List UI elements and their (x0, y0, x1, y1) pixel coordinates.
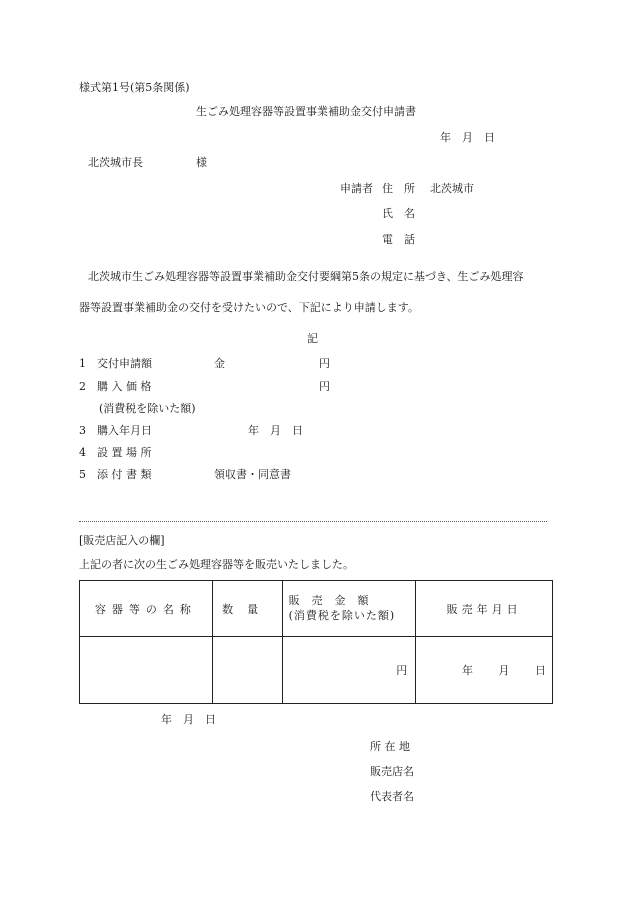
applicant-address-value: 北茨城市 (430, 182, 474, 195)
header-sales-amount-note: (消費税を除いた額) (288, 608, 396, 622)
header-container-name: 容器等の名称 (80, 581, 213, 637)
item-1-prefix: 金 (214, 357, 225, 370)
item-3-number: 3 (79, 424, 86, 437)
cell-quantity (212, 637, 282, 704)
addressee: 北茨城市長 (88, 156, 143, 169)
body-text-line2: 器等設置事業補助金の交付を受けたいので、下記により申請します。 (79, 301, 419, 314)
addressee-honorific: 様 (196, 156, 207, 169)
shop-location-label: 所 在 地 (370, 740, 410, 753)
sales-table (79, 580, 553, 704)
cell-container-name (80, 637, 213, 704)
shop-store-name-label: 販売店名 (370, 765, 414, 778)
item-3-label: 購入年月日 (97, 424, 152, 437)
document-title: 生ごみ処理容器等設置事業補助金交付申請書 (196, 105, 416, 118)
item-5-value: 領収書・同意書 (214, 468, 291, 481)
item-5-label: 添 付 書 類 (97, 468, 152, 481)
cell-sales-amount: 円 (282, 637, 416, 704)
applicant-label: 申請者 (340, 182, 373, 195)
form-number: 様式第1号(第5条関係) (79, 81, 190, 94)
applicant-name-label: 氏 名 (382, 207, 415, 220)
sales-table-row (80, 637, 553, 704)
shop-date: 年 月 日 (161, 713, 216, 726)
item-4-label: 設 置 場 所 (97, 446, 152, 459)
item-2-suffix: 円 (319, 380, 330, 393)
cell-sales-date: 年 月 日 (416, 637, 553, 704)
item-2-label: 購 入 価 格 (97, 380, 152, 393)
header-quantity: 数量 (212, 581, 282, 637)
item-2-note: (消費税を除いた額) (99, 402, 196, 415)
item-1-number: 1 (79, 357, 86, 370)
cut-line-divider (79, 521, 547, 522)
item-2-number: 2 (79, 380, 86, 393)
header-sales-amount-main: 販売金額 (288, 594, 381, 608)
applicant-address-label: 住 所 (382, 182, 415, 195)
application-date: 年 月 日 (440, 131, 495, 144)
shop-section-statement: 上記の者に次の生ごみ処理容器等を販売いたしました。 (79, 558, 354, 571)
item-1-label: 交付申請額 (97, 357, 152, 370)
applicant-phone-label: 電 話 (382, 233, 415, 246)
item-5-number: 5 (79, 468, 86, 481)
item-3-date: 年 月 日 (248, 424, 303, 437)
item-4-number: 4 (79, 446, 86, 459)
header-sales-date: 販売年月日 (416, 581, 553, 637)
header-sales-amount (282, 581, 416, 637)
ki-heading: 記 (307, 332, 318, 345)
sales-table-header-row (80, 581, 553, 637)
shop-section-heading: [販売店記入の欄] (79, 534, 165, 547)
body-text-line1: 北茨城市生ごみ処理容器等設置事業補助金交付要綱第5条の規定に基づき、生ごみ処理容 (88, 270, 524, 283)
shop-representative-label: 代表者名 (370, 790, 414, 803)
item-1-suffix: 円 (319, 357, 330, 370)
